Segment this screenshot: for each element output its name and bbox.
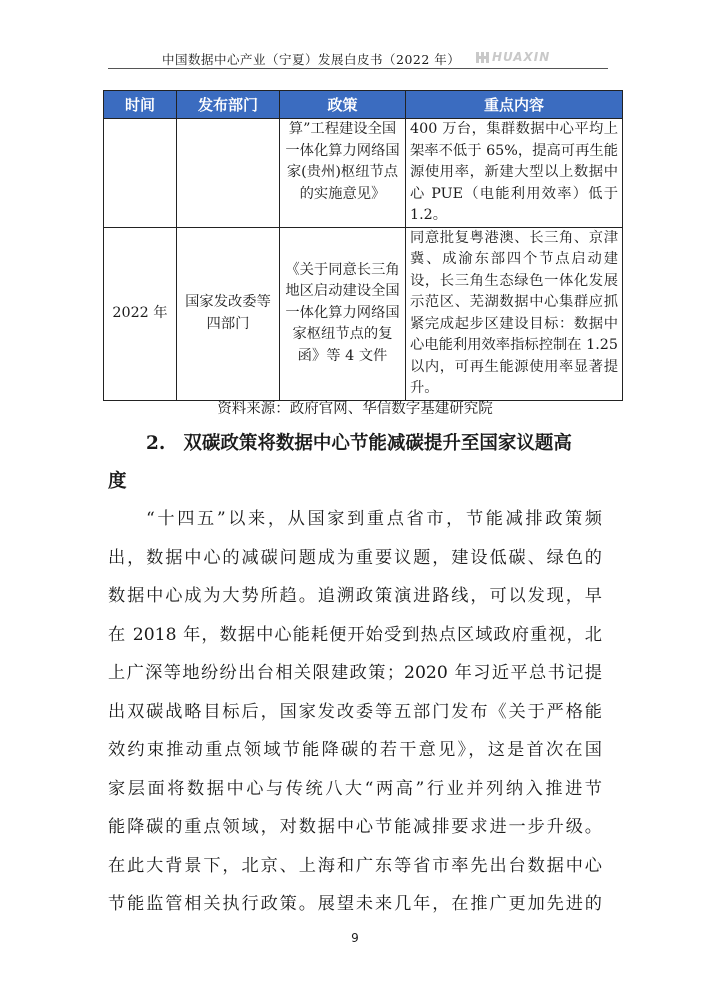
section-heading	[146, 429, 572, 455]
table-header-row	[104, 91, 623, 119]
cell-content: 同意批复粤港澳、长三角、京津冀、成渝东部四个节点启动建设，长三角生态绿色一体化发展示范区、芜湖数据中心集群应抓紧完成起步区建设目标：数据中心电能利用效率指标控制在 1.25 以内，可再生能源使用率显著提升。	[406, 227, 623, 400]
source-note: 资料来源：政府官网、华信数字基建研究院	[217, 401, 493, 417]
cell-time	[104, 119, 177, 228]
table-row	[104, 227, 623, 400]
header-rule	[108, 68, 608, 69]
paragraph-line: 出双碳战略目标后，国家发改委等五部门发布《关于严格能	[108, 701, 602, 722]
paragraph-line: 上广深等地纷纷出台相关限建政策；2020 年习近平总书记提	[108, 663, 602, 683]
policy-table	[103, 90, 623, 401]
paragraph-line: 在 2018 年，数据中心能耗便开始受到热点区域政府重视，北	[108, 624, 602, 645]
paragraph-line: 数据中心成为大势所趋。追溯政策演进路线，可以发现，早	[108, 586, 602, 606]
cell-policy: 算”工程建设全国一体化算力网络国家(贵州)枢纽节点的实施意见》	[280, 119, 406, 228]
header-title: 中国数据中心产业（宁夏）发展白皮书（2022 年）	[162, 52, 461, 67]
cell-time: 2022 年	[104, 227, 177, 400]
column-header-department: 发布部门	[177, 91, 280, 119]
page-header	[108, 48, 608, 70]
paragraph-line: 效约束推动重点领域节能降碳的若干意见》，这是首次在国	[108, 740, 602, 760]
table-row	[104, 119, 623, 228]
section-number: 2.	[146, 433, 166, 454]
paragraph-line: 在此大背景下，北京、上海和广东等省市率先出台数据中心	[108, 855, 602, 876]
cell-policy: 《关于同意长三角地区启动建设全国一体化算力网络国家枢纽节点的复函》等 4 文件	[280, 227, 406, 400]
cell-department	[177, 119, 280, 228]
column-header-time: 时间	[104, 91, 177, 119]
paragraph-line: “十四五”以来，从国家到重点省市，节能减排政策频	[146, 509, 602, 529]
section-title-continuation: 度	[108, 471, 127, 492]
cell-content: 400 万台，集群数据中心平均上架率不低于 65%，提高可再生能源使用率，新建大型以上数据中心 PUE（电能利用效率）低于 1.2。	[406, 119, 623, 228]
body-paragraph	[108, 500, 602, 924]
section-title: 双碳政策将数据中心节能减碳提升至国家议题高	[183, 433, 572, 454]
page-number: 9	[351, 931, 359, 945]
column-header-policy: 政策	[280, 91, 406, 119]
huaxin-logo-icon	[476, 51, 489, 64]
column-header-content: 重点内容	[406, 91, 623, 119]
paragraph-line: 出，数据中心的减碳问题成为重要议题，建设低碳、绿色的	[108, 547, 602, 568]
paragraph-line: 能降碳的重点领域，对数据中心节能减排要求进一步升级。	[108, 817, 602, 837]
cell-department: 国家发改委等四部门	[177, 227, 280, 400]
paragraph-line: 家层面将数据中心与传统八大“两高”行业并列纳入推进节	[108, 778, 602, 799]
brand-name: HUAXIN	[492, 50, 551, 64]
paragraph-line: 节能监管相关执行政策。展望未来几年，在推广更加先进的	[108, 894, 602, 914]
brand-logo	[476, 50, 550, 64]
